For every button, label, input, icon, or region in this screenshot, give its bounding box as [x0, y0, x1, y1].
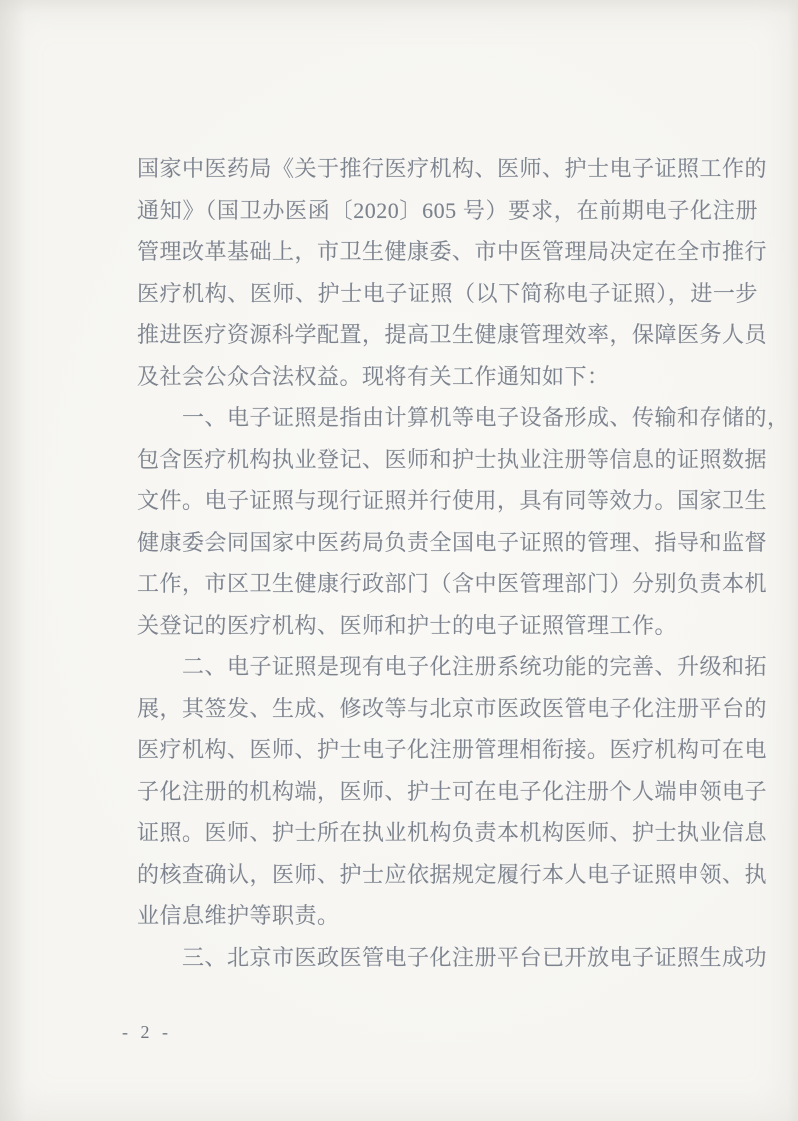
- body-text-line: 工作，市区卫生健康行政部门（含中医管理部门）分别负责本机: [137, 571, 768, 596]
- body-text-line: 推进医疗资源科学配置，提高卫生健康管理效率，保障医务人员: [137, 322, 768, 347]
- body-text-line: 健康委会同国家中医药局负责全国电子证照的管理、指导和监督: [137, 529, 768, 555]
- body-text-line: 三、北京市医政医管电子化注册平台已开放电子证照生成功: [182, 944, 768, 970]
- body-text-line: 及社会公众合法权益。现将有关工作通知如下：: [137, 363, 610, 389]
- body-text-line: 医疗机构、医师、护士电子证照（以下简称电子证照），进一步: [137, 280, 758, 306]
- body-text-line: 一、电子证照是指由计算机等电子设备形成、传输和存储的，: [182, 405, 790, 430]
- body-text-line: 子化注册的机构端，医师、护士可在电子化注册个人端申领电子: [137, 778, 768, 804]
- body-text-line: 展，其签发、生成、修改等与北京市医政医管电子化注册平台的: [137, 695, 768, 721]
- body-text-line: 文件。电子证照与现行证照并行使用，具有同等效力。国家卫生: [137, 488, 768, 513]
- page-number: - 2 -: [122, 1022, 172, 1042]
- body-text-line: 关登记的医疗机构、医师和护士的电子证照管理工作。: [137, 612, 678, 638]
- body-text-line: 包含医疗机构执业登记、医师和护士执业注册等信息的证照数据: [137, 446, 768, 472]
- body-text-line: 医疗机构、医师、护士电子化注册管理相衔接。医疗机构可在电: [137, 737, 768, 762]
- body-text-line: 管理改革基础上，市卫生健康委、市中医管理局决定在全市推行: [137, 239, 768, 264]
- body-text-line: 二、电子证照是现有电子化注册系统功能的完善、升级和拓: [182, 654, 768, 679]
- body-text-line: 业信息维护等职责。: [137, 903, 340, 928]
- body-text-line: 国家中医药局《关于推行医疗机构、医师、护士电子证照工作的: [137, 156, 768, 181]
- body-text-line: 通知》（国卫办医函〔2020〕605 号）要求，在前期电子化注册: [137, 197, 758, 223]
- body-text-line: 的核查确认，医师、护士应依据规定履行本人电子证照申领、执: [137, 861, 768, 887]
- body-text-line: 证照。医师、护士所在执业机构负责本机构医师、护士执业信息: [137, 820, 768, 845]
- document-body: [137, 148, 790, 978]
